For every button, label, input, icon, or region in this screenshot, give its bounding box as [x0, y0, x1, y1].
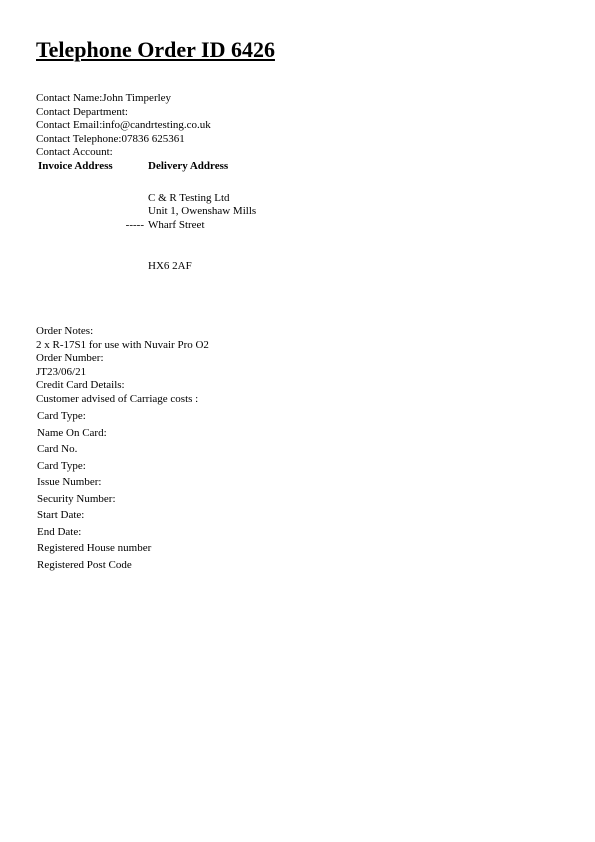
card-field-label: Security Number: — [37, 492, 116, 505]
card-field-label: Registered Post Code — [37, 558, 132, 571]
card-field-label: Name On Card: — [37, 426, 107, 439]
contact-name: Contact Name:John Timperley — [36, 92, 172, 104]
carriage-note: Customer advised of Carriage costs : — [36, 392, 199, 405]
delivery-line: Unit 1, Owenshaw Mills — [148, 205, 257, 218]
card-field-label: Card Type: — [37, 459, 86, 472]
card-field-label: Start Date: — [37, 509, 85, 521]
card-field-label: Card No. — [37, 443, 78, 455]
contact-details — [36, 92, 211, 160]
order-number-label: Order Number: — [36, 352, 104, 365]
invoice-address-separator: ----- — [125, 218, 144, 231]
credit-card-label: Credit Card Details: — [36, 379, 125, 392]
contact-email: Contact Email:info@candrtesting.co.uk — [36, 119, 211, 132]
card-field-label: Card Type: — [37, 410, 86, 422]
delivery-postcode: HX6 2AF — [148, 259, 192, 272]
delivery-line: C & R Testing Ltd — [148, 191, 230, 204]
delivery-address-header: Delivery Address — [148, 160, 229, 172]
order-notes-label: Order Notes: — [36, 325, 94, 337]
order-number-value: JT23/06/21 — [36, 365, 87, 378]
card-field-label: Registered House number — [37, 542, 152, 554]
page-title: Telephone Order ID 6426 — [36, 37, 275, 62]
contact-account: Contact Account: — [36, 146, 113, 159]
card-details-table — [36, 408, 152, 573]
card-field-label: Issue Number: — [37, 476, 102, 488]
address-table — [36, 160, 258, 273]
order-notes-text: 2 x R-17S1 for use with Nuvair Pro O2 — [36, 338, 209, 351]
delivery-line: Wharf Street — [148, 218, 205, 231]
contact-department: Contact Department: — [36, 105, 128, 118]
order-notes-section — [36, 325, 209, 407]
card-field-label: End Date: — [37, 525, 82, 538]
contact-telephone: Contact Telephone:07836 625361 — [36, 132, 185, 145]
invoice-address-header: Invoice Address — [38, 160, 113, 172]
